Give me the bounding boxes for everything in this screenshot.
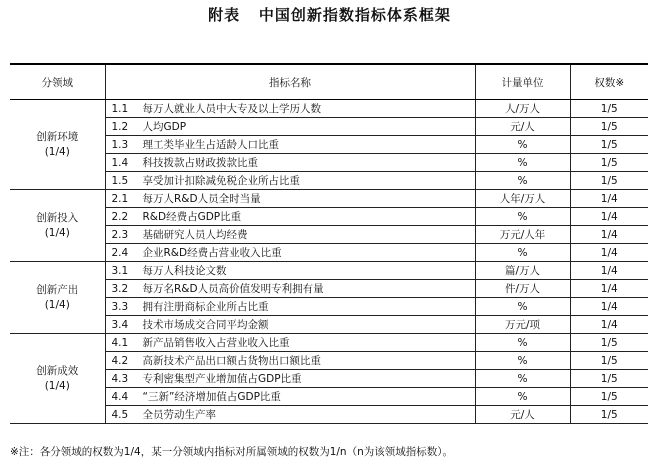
header-weight: 权数※ [570,64,648,100]
indicator-name: 每万人科技论文数 [142,265,227,277]
weight-cell: 1/4 [570,316,648,334]
indicator-name: 人均GDP [142,121,187,133]
indicator-number: 3.4 [111,319,129,331]
indicator-name: 每万人R&D人员全时当量 [142,193,261,205]
weight-cell: 1/5 [570,370,648,388]
indicator-number: 4.5 [111,409,129,421]
table-row [10,316,648,334]
table-row [10,406,648,424]
domain-cell [10,100,105,190]
domain-cell [10,262,105,334]
header-domain: 分领域 [10,64,105,100]
indicator-number: 1.4 [111,157,129,169]
table-row [10,172,648,190]
domain-name: 创新产出 [36,283,79,296]
indicator-cell [105,316,475,334]
table-row [10,226,648,244]
indicator-name: 技术市场成交合同平均金额 [142,319,269,331]
weight-cell: 1/5 [570,136,648,154]
table-row [10,262,648,280]
domain-cell [10,334,105,424]
unit-cell: 人年/万人 [475,190,570,208]
indicator-number: 2.2 [111,211,129,223]
unit-cell: % [475,172,570,190]
indicator-number: 4.4 [111,391,129,403]
table-row [10,370,648,388]
table-row [10,280,648,298]
indicator-cell [105,136,475,154]
page-title: 附表 中国创新指数指标体系框架 [208,6,451,24]
unit-cell: % [475,244,570,262]
unit-cell: 篇/万人 [475,262,570,280]
indicator-name: 科技拨款占财政拨款比重 [142,157,258,169]
indicator-number: 1.2 [111,121,129,133]
indicator-cell [105,226,475,244]
indicator-name: 基础研究人员人均经费 [142,229,248,241]
unit-cell: 万元/项 [475,316,570,334]
domain-weight: (1/4) [44,379,70,392]
indicator-name: 专利密集型产业增加值占GDP比重 [142,373,302,385]
domain-weight: (1/4) [44,145,70,158]
table-row [10,100,648,118]
unit-cell: 人/万人 [475,100,570,118]
indicator-name: “三新”经济增加值占GDP比重 [142,391,281,403]
unit-cell: 元/人 [475,118,570,136]
table-row [10,388,648,406]
indicator-cell [105,190,475,208]
unit-cell: 件/万人 [475,280,570,298]
weight-cell: 1/4 [570,298,648,316]
indicator-framework-table [10,63,648,424]
table-row [10,190,648,208]
indicator-name: 企业R&D经费占营业收入比重 [142,247,282,259]
indicator-cell [105,334,475,352]
domain-cell [10,190,105,262]
weight-cell: 1/5 [570,118,648,136]
indicator-cell [105,352,475,370]
table-row [10,244,648,262]
weight-cell: 1/4 [570,190,648,208]
weight-cell: 1/5 [570,352,648,370]
indicator-cell [105,388,475,406]
table-row [10,136,648,154]
indicator-name: 高新技术产品出口额占货物出口额比重 [142,355,321,367]
indicator-cell [105,118,475,136]
domain-name: 创新成效 [36,364,79,377]
indicator-number: 1.3 [111,139,129,151]
domain-weight: (1/4) [44,226,70,239]
indicator-number: 4.2 [111,355,129,367]
table-header-row [10,64,648,100]
indicator-cell [105,100,475,118]
table-row [10,334,648,352]
unit-cell: 万元/人年 [475,226,570,244]
unit-cell: % [475,208,570,226]
weight-cell: 1/4 [570,226,648,244]
header-indicator: 指标名称 [105,64,475,100]
unit-cell: % [475,370,570,388]
table-row [10,352,648,370]
unit-cell: % [475,136,570,154]
indicator-name: 理工类毕业生占适龄人口比重 [142,139,279,151]
indicator-number: 4.1 [111,337,129,349]
footnote: ※注：各分领域的权数为1/4，某一分领域内指标对所属领域的权数为1/n（n为该领域指标数）。 [10,446,453,458]
indicator-name: 新产品销售收入占营业收入比重 [142,337,290,349]
indicator-number: 2.4 [111,247,129,259]
indicator-name: 全员劳动生产率 [142,409,216,421]
weight-cell: 1/4 [570,280,648,298]
indicator-cell [105,280,475,298]
unit-cell: % [475,154,570,172]
weight-cell: 1/4 [570,262,648,280]
domain-name: 创新环境 [36,130,79,143]
unit-cell: % [475,388,570,406]
indicator-cell [105,298,475,316]
weight-cell: 1/5 [570,100,648,118]
indicator-cell [105,370,475,388]
indicator-number: 1.5 [111,175,129,187]
indicator-number: 3.3 [111,301,129,313]
indicator-cell [105,208,475,226]
indicator-name: 每万名R&D人员高价值发明专利拥有量 [142,283,324,295]
indicator-cell [105,406,475,424]
weight-cell: 1/5 [570,154,648,172]
indicator-number: 3.1 [111,265,129,277]
table-body [10,100,648,424]
indicator-number: 1.1 [111,103,129,115]
unit-cell: % [475,298,570,316]
indicator-name: 拥有注册商标企业所占比重 [142,301,269,313]
weight-cell: 1/5 [570,406,648,424]
table-row [10,118,648,136]
indicator-number: 3.2 [111,283,129,295]
indicator-cell [105,172,475,190]
weight-cell: 1/4 [570,244,648,262]
weight-cell: 1/5 [570,388,648,406]
table-row [10,208,648,226]
domain-name: 创新投入 [36,211,79,224]
indicator-number: 2.1 [111,193,129,205]
table-row [10,154,648,172]
table-row [10,298,648,316]
unit-cell: % [475,334,570,352]
domain-weight: (1/4) [44,298,70,311]
indicator-name: 享受加计扣除减免税企业所占比重 [142,175,300,187]
indicator-cell [105,262,475,280]
weight-cell: 1/5 [570,334,648,352]
indicator-number: 4.3 [111,373,129,385]
indicator-name: R&D经费占GDP比重 [142,211,242,223]
unit-cell: 元/人 [475,406,570,424]
weight-cell: 1/4 [570,208,648,226]
unit-cell: % [475,352,570,370]
indicator-cell [105,154,475,172]
indicator-cell [105,244,475,262]
indicator-name: 每万人就业人员中大专及以上学历人数 [142,103,321,115]
indicator-number: 2.3 [111,229,129,241]
weight-cell: 1/5 [570,172,648,190]
header-unit: 计量单位 [475,64,570,100]
